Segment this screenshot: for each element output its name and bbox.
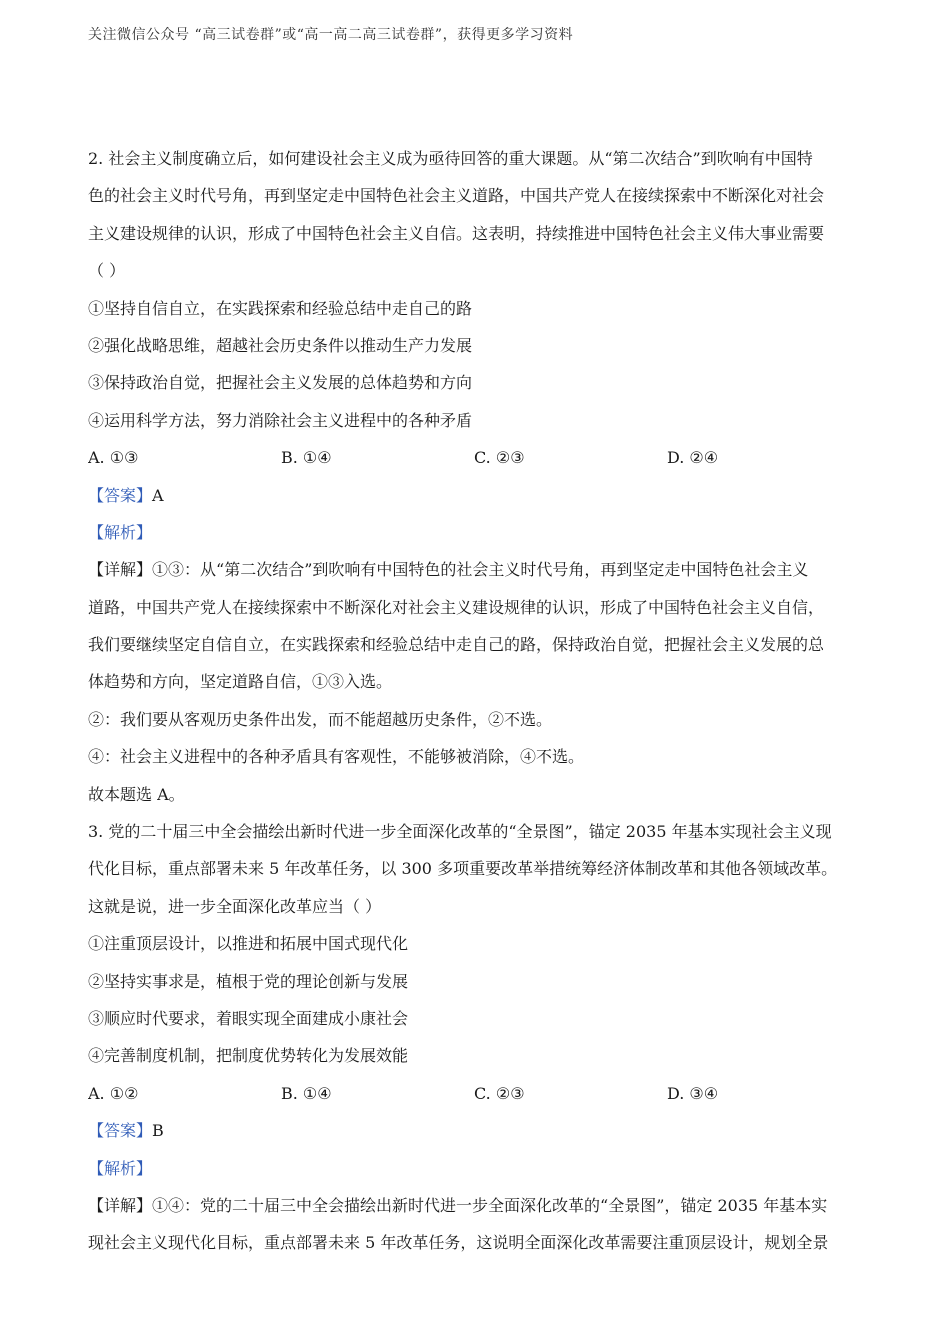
detail-line: 现社会主义现代化目标，重点部署未来 5 年改革任务，这说明全面深化改革需要注重顶层设计，规划全景 bbox=[88, 1233, 829, 1253]
statement-item: ②坚持实事求是，植根于党的理论创新与发展 bbox=[88, 971, 409, 991]
detail-line: ④：社会主义进程中的各种矛盾具有客观性，不能够被消除，④不选。 bbox=[88, 747, 585, 767]
detail-line: 体趋势和方向，坚定道路自信，①③入选。 bbox=[88, 672, 393, 692]
question-stem-line: 3. 党的二十届三中全会描绘出新时代进一步全面深化改革的“全景图”，锚定 2035 年基本实现社会主义现 bbox=[88, 822, 832, 842]
answer-line bbox=[88, 477, 868, 514]
analysis-line bbox=[88, 1150, 868, 1187]
answer-tag: 【答案】 bbox=[88, 485, 153, 505]
statement-item: ④完善制度机制，把制度优势转化为发展效能 bbox=[88, 1046, 409, 1066]
answer-tag: 【答案】 bbox=[88, 1121, 153, 1141]
detail-line: ②：我们要从客观历史条件出发，而不能超越历史条件，②不选。 bbox=[88, 709, 553, 729]
answer-options bbox=[88, 439, 868, 476]
option-a: A. ①③ bbox=[88, 448, 139, 468]
statement-item: ②强化战略思维，超越社会历史条件以推动生产力发展 bbox=[88, 335, 473, 355]
question-stem-line: 色的社会主义时代号角，再到坚定走中国特色社会主义道路，中国共产党人在接续探索中不断深化对社会 bbox=[88, 186, 825, 206]
analysis-tag: 【解析】 bbox=[88, 1158, 153, 1178]
option-a: A. ①② bbox=[88, 1083, 139, 1103]
detail-line: 故本题选 A。 bbox=[88, 784, 185, 804]
option-c: C. ②③ bbox=[474, 448, 525, 468]
question-stem-line: 2. 社会主义制度确立后，如何建设社会主义成为亟待回答的重大课题。从“第二次结合”到吹响有中国特 bbox=[88, 149, 813, 168]
statement-item: ④运用科学方法，努力消除社会主义进程中的各种矛盾 bbox=[88, 410, 473, 430]
question-stem-line: （ ） bbox=[88, 261, 126, 281]
analysis-line bbox=[88, 514, 868, 551]
detail-tag: 【详解】 bbox=[88, 560, 153, 580]
statement-item: ①注重顶层设计，以推进和拓展中国式现代化 bbox=[88, 934, 409, 954]
analysis-tag: 【解析】 bbox=[88, 522, 153, 542]
option-d: D. ②④ bbox=[667, 448, 719, 468]
detail-text: ①③：从“第二次结合”到吹响有中国特色的社会主义时代号角，再到坚定走中国特色社会主义 bbox=[152, 560, 809, 580]
detail-line: 道路，中国共产党人在接续探索中不断深化对社会主义建设规律的认识，形成了中国特色社会主义自信， bbox=[88, 597, 825, 617]
detail-line bbox=[88, 551, 868, 588]
detail-line bbox=[88, 1187, 868, 1224]
answer-value: B bbox=[152, 1121, 164, 1141]
option-c: C. ②③ bbox=[474, 1083, 525, 1103]
question-stem-line: 代化目标，重点部署未来 5 年改革任务，以 300 多项重要改革举措统筹经济体制改革和其他各领域改革。 bbox=[88, 859, 838, 879]
statement-item: ③保持政治自觉，把握社会主义发展的总体趋势和方向 bbox=[88, 373, 473, 393]
option-d: D. ③④ bbox=[667, 1083, 719, 1103]
answer-value: A bbox=[152, 485, 164, 505]
content bbox=[88, 140, 868, 1262]
question-stem-line: 这就是说，进一步全面深化改革应当（ ） bbox=[88, 896, 382, 916]
statement-item: ①坚持自信自立，在实践探索和经验总结中走自己的路 bbox=[88, 298, 473, 318]
page-header: 关注微信公众号 “高三试卷群”或“高一高二高三试卷群”，获得更多学习资料 bbox=[88, 27, 574, 43]
detail-tag: 【详解】 bbox=[88, 1195, 153, 1215]
answer-options bbox=[88, 1075, 868, 1112]
question-stem-line: 主义建设规律的认识，形成了中国特色社会主义自信。这表明，持续推进中国特色社会主义伟大事业需要 bbox=[88, 223, 825, 243]
answer-line bbox=[88, 1112, 868, 1149]
question-3 bbox=[88, 813, 868, 1262]
statement-item: ③顺应时代要求，着眼实现全面建成小康社会 bbox=[88, 1008, 409, 1028]
detail-text: ①④：党的二十届三中全会描绘出新时代进一步全面深化改革的“全景图”，锚定 2035 年基本实 bbox=[152, 1195, 828, 1215]
question-2 bbox=[88, 140, 868, 813]
option-b: B. ①④ bbox=[281, 1083, 332, 1103]
detail-line: 我们要继续坚定自信自立，在实践探索和经验总结中走自己的路，保持政治自觉，把握社会主义发展的总 bbox=[88, 635, 825, 655]
option-b: B. ①④ bbox=[281, 448, 332, 468]
